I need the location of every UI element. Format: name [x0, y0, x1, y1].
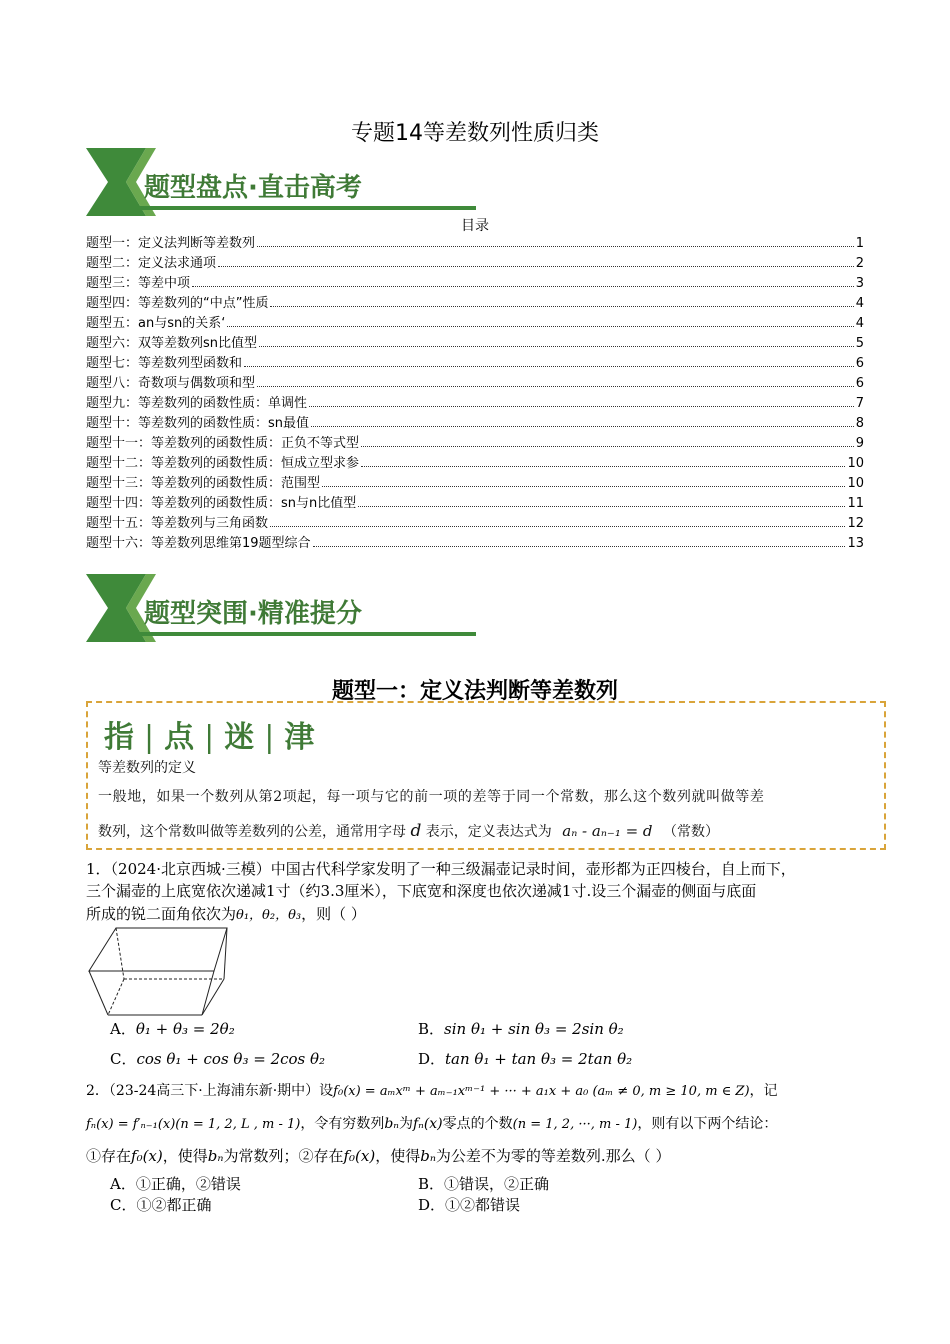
page-title: 专题14等差数列性质归类	[351, 121, 599, 146]
toc-entry[interactable]	[86, 314, 864, 334]
section-banner-overview	[86, 148, 478, 216]
toc-entry-page: 7	[855, 396, 864, 411]
toc-entry-label: 题型十二：等差数列的函数性质：恒成立型求参	[86, 456, 360, 471]
q1-option-d[interactable]: D．tan θ₁ + tan θ₃ = 2tan θ₂	[418, 1050, 633, 1068]
banner-text: 题型突围·精准提分	[144, 599, 362, 629]
q1-option-b[interactable]: B．sin θ₁ + sin θ₃ = 2sin θ₂	[418, 1020, 624, 1038]
toc-entry[interactable]	[86, 534, 864, 554]
toc-leader-dots	[257, 385, 854, 387]
toc-leader-dots	[361, 465, 845, 467]
tip-heading: 等差数列的定义	[98, 760, 196, 776]
toc-entry-page: 6	[855, 376, 864, 391]
toc-entry[interactable]	[86, 374, 864, 394]
toc-leader-dots	[270, 305, 853, 307]
toc-leader-dots	[309, 405, 854, 407]
toc-entry-page: 1	[855, 236, 864, 251]
toc-entry-page: 8	[855, 416, 864, 431]
toc-entry[interactable]	[86, 334, 864, 354]
toc-entry-label: 题型八：奇数项与偶数项和型	[86, 376, 256, 391]
banner-graphic	[86, 574, 478, 642]
toc-entry-page: 3	[855, 276, 864, 291]
toc-entry-page: 4	[855, 316, 864, 331]
frustum-figure	[86, 927, 232, 1023]
q1-line2: 三个漏壶的上底宽依次递减1寸（约3.3厘米），下底宽和深度也依次递减1寸.设三个漏壶的侧面与底面	[86, 882, 757, 900]
toc-entry[interactable]	[86, 454, 864, 474]
q1-option-c[interactable]: C．cos θ₁ + cos θ₃ = 2cos θ₂	[110, 1050, 326, 1068]
toc-entry-page: 11	[847, 496, 864, 511]
toc-leader-dots	[358, 505, 845, 507]
q2-option-a[interactable]: A．①正确，②错误	[110, 1175, 241, 1193]
toc-leader-dots	[218, 265, 854, 267]
toc-entry-label: 题型一：定义法判断等差数列	[86, 236, 256, 251]
q2-option-d[interactable]: D．①②都错误	[418, 1196, 521, 1214]
toc-entry[interactable]	[86, 354, 864, 374]
q2-option-b[interactable]: B．①错误，②正确	[418, 1175, 550, 1193]
toc-entry[interactable]	[86, 474, 864, 494]
toc-leader-dots	[322, 485, 845, 487]
toc-entry-page: 5	[855, 336, 864, 351]
toc-entry[interactable]	[86, 274, 864, 294]
toc-heading: 目录	[461, 218, 489, 234]
toc-entry-page: 10	[847, 476, 864, 491]
banner-graphic	[86, 148, 478, 216]
toc-entry[interactable]	[86, 414, 864, 434]
q2-line3: ①存在f₀(x)，使得bₙ为常数列；②存在f₀(x)，使得bₙ为公差不为零的等差数列.那么（ ）	[86, 1147, 671, 1165]
toc-entry[interactable]	[86, 514, 864, 534]
q1-line3: 所成的锐二面角依次为θ₁，θ₂，θ₃，则（ ）	[86, 905, 366, 923]
toc-entry-page: 10	[847, 456, 864, 471]
toc-entry-label: 题型六：双等差数列sn比值型	[86, 336, 258, 351]
q2-line2: fₙ(x) = f′ₙ₋₁(x)(n = 1, 2, L , m - 1)，令有穷数列bₙ为fₙ(x)零点的个数(n = 1, 2, ···, m - 1)，则有以下两个结论：	[86, 1116, 778, 1132]
toc-leader-dots	[227, 325, 853, 327]
toc-entry-page: 6	[855, 356, 864, 371]
toc-entry-label: 题型十五：等差数列与三角函数	[86, 516, 269, 531]
toc-entry-page: 13	[847, 536, 864, 551]
q2-line1: 2．（23-24高三下·上海浦东新·期中）设f₀(x) = aₘxᵐ + aₘ₋₁xᵐ⁻¹ + ··· + a₁x + a₀ (aₘ ≠ 0, m ≥ 10, m ∈ Z)，记	[86, 1083, 778, 1099]
toc-leader-dots	[244, 365, 854, 367]
tip-logo: 指 | 点 | 迷 | 津	[104, 720, 317, 755]
toc-entry[interactable]	[86, 294, 864, 314]
toc-entry-label: 题型十一：等差数列的函数性质：正负不等式型	[86, 436, 360, 451]
toc-leader-dots	[270, 525, 845, 527]
q2-option-c[interactable]: C．①②都正确	[110, 1196, 212, 1214]
toc-entry-label: 题型七：等差数列型函数和	[86, 356, 243, 371]
toc-entry-label: 题型二：定义法求通项	[86, 256, 217, 271]
toc-entry-label: 题型五：an与sn的关系‘	[86, 316, 226, 331]
q1-option-a[interactable]: A．θ₁ + θ₃ = 2θ₂	[110, 1020, 235, 1038]
toc-entry-page: 2	[855, 256, 864, 271]
toc-entry-page: 9	[855, 436, 864, 451]
toc-entry[interactable]	[86, 434, 864, 454]
toc-entry[interactable]	[86, 234, 864, 254]
toc-entry-label: 题型十四：等差数列的函数性质：sn与n比值型	[86, 496, 357, 511]
frustum-diagram	[86, 927, 232, 1019]
toc-entry[interactable]	[86, 394, 864, 414]
section-title: 题型一：定义法判断等差数列	[331, 679, 618, 704]
toc-entry-label: 题型三：等差中项	[86, 276, 191, 291]
tip-definition-line2: 数列，这个常数叫做等差数列的公差，通常用字母 d 表示，定义表达式为 aₙ - aₙ₋₁ = d （常数）	[98, 821, 719, 841]
section-banner-practice	[86, 574, 478, 642]
toc-entry-label: 题型十六：等差数列思维第19题型综合	[86, 536, 311, 551]
toc-entry-label: 题型十：等差数列的函数性质：sn最值	[86, 416, 310, 431]
toc-leader-dots	[259, 345, 854, 347]
toc-entry-label: 题型四：等差数列的“中点”性质	[86, 296, 269, 311]
toc-leader-dots	[361, 445, 854, 447]
toc-entry-page: 12	[847, 516, 864, 531]
toc-entry[interactable]	[86, 254, 864, 274]
q1-line1: 1．（2024·北京西城·三模）中国古代科学家发明了一种三级漏壶记录时间，壶形都为正四棱台，自上而下，	[86, 860, 796, 878]
toc-leader-dots	[192, 285, 854, 287]
table-of-contents	[86, 234, 864, 554]
toc-entry-page: 4	[855, 296, 864, 311]
toc-entry[interactable]	[86, 494, 864, 514]
toc-leader-dots	[313, 545, 846, 547]
toc-entry-label: 题型十三：等差数列的函数性质：范围型	[86, 476, 321, 491]
toc-leader-dots	[257, 245, 854, 247]
toc-leader-dots	[311, 425, 854, 427]
banner-text: 题型盘点·直击高考	[144, 173, 362, 203]
tip-definition-line1: 一般地，如果一个数列从第2项起，每一项与它的前一项的差等于同一个常数，那么这个数列就叫做等差	[98, 789, 765, 805]
toc-entry-label: 题型九：等差数列的函数性质：单调性	[86, 396, 308, 411]
